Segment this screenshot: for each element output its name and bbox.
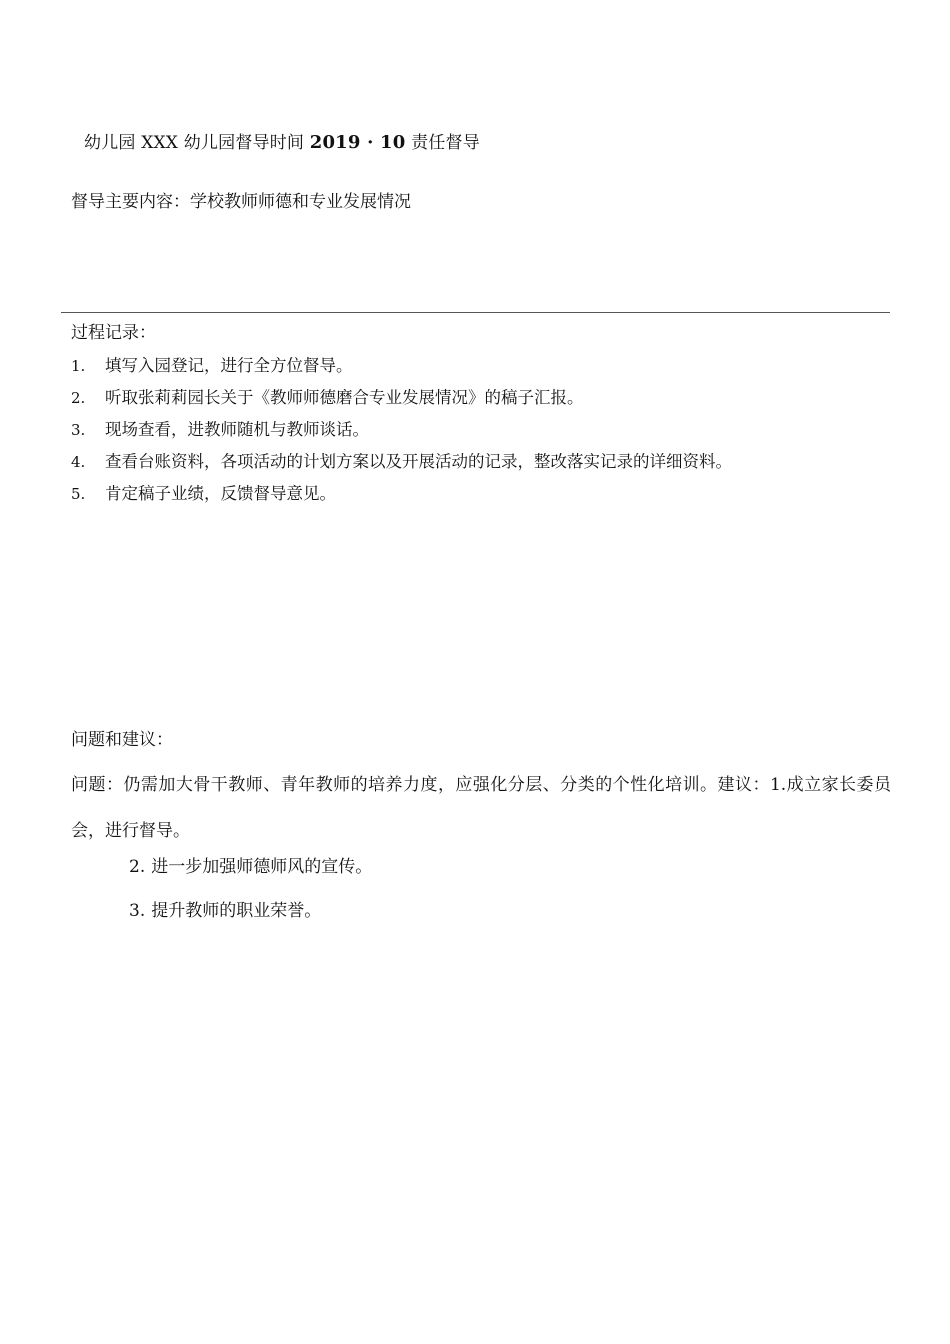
list-item-text: 查看台账资料，各项活动的计划方案以及开展活动的记录，整改落实记录的详细资料。 bbox=[105, 452, 732, 471]
list-item bbox=[71, 350, 732, 382]
list-item bbox=[71, 478, 732, 510]
process-record-title: 过程记录： bbox=[71, 323, 156, 343]
list-item-number: 2. bbox=[71, 389, 86, 407]
suggestion-text: 进一步加强师德师风的宣传。 bbox=[151, 857, 373, 877]
list-item-text: 填写入园登记，进行全方位督导。 bbox=[105, 356, 353, 375]
header-suffix: 责任督导 bbox=[411, 133, 480, 153]
list-item-number: 4. bbox=[71, 453, 86, 471]
list-item-text: 现场查看，进教师随机与教师谈话。 bbox=[105, 420, 369, 439]
list-item-number: 3. bbox=[71, 421, 86, 439]
main-content-value: 学校教师师德和专业发展情况 bbox=[190, 192, 411, 212]
supervision-date: 2019 · 10 bbox=[309, 132, 406, 153]
issues-title: 问题和建议： bbox=[71, 730, 173, 750]
suggestion-item bbox=[129, 852, 372, 877]
suggestion-number: 3. bbox=[129, 901, 146, 921]
process-record-list bbox=[71, 350, 732, 510]
suggestion-item bbox=[129, 896, 321, 921]
list-item-number: 1. bbox=[71, 357, 86, 375]
list-item-number: 5. bbox=[71, 485, 86, 503]
suggestion-text: 提升教师的职业荣誉。 bbox=[151, 901, 322, 921]
header-prefix: 幼儿园 XXX 幼儿园督导时间 bbox=[84, 133, 305, 153]
list-item bbox=[71, 382, 732, 414]
issues-paragraph: 问题：仍需加大骨干教师、青年教师的培养力度，应强化分层、分类的个性化培训。建议：1.成立家长委员会，进行督导。 bbox=[71, 775, 891, 841]
list-item-text: 肯定稿子业绩，反馈督导意见。 bbox=[105, 484, 336, 503]
section-divider bbox=[61, 312, 890, 313]
list-item bbox=[71, 414, 732, 446]
main-content-line bbox=[71, 187, 411, 212]
header-line bbox=[84, 128, 480, 153]
suggestion-number: 2. bbox=[129, 857, 146, 877]
main-content-label: 督导主要内容： bbox=[71, 192, 190, 212]
list-item bbox=[71, 446, 732, 478]
list-item-text: 听取张莉莉园长关于《教师师德磨合专业发展情况》的稿子汇报。 bbox=[105, 388, 584, 407]
